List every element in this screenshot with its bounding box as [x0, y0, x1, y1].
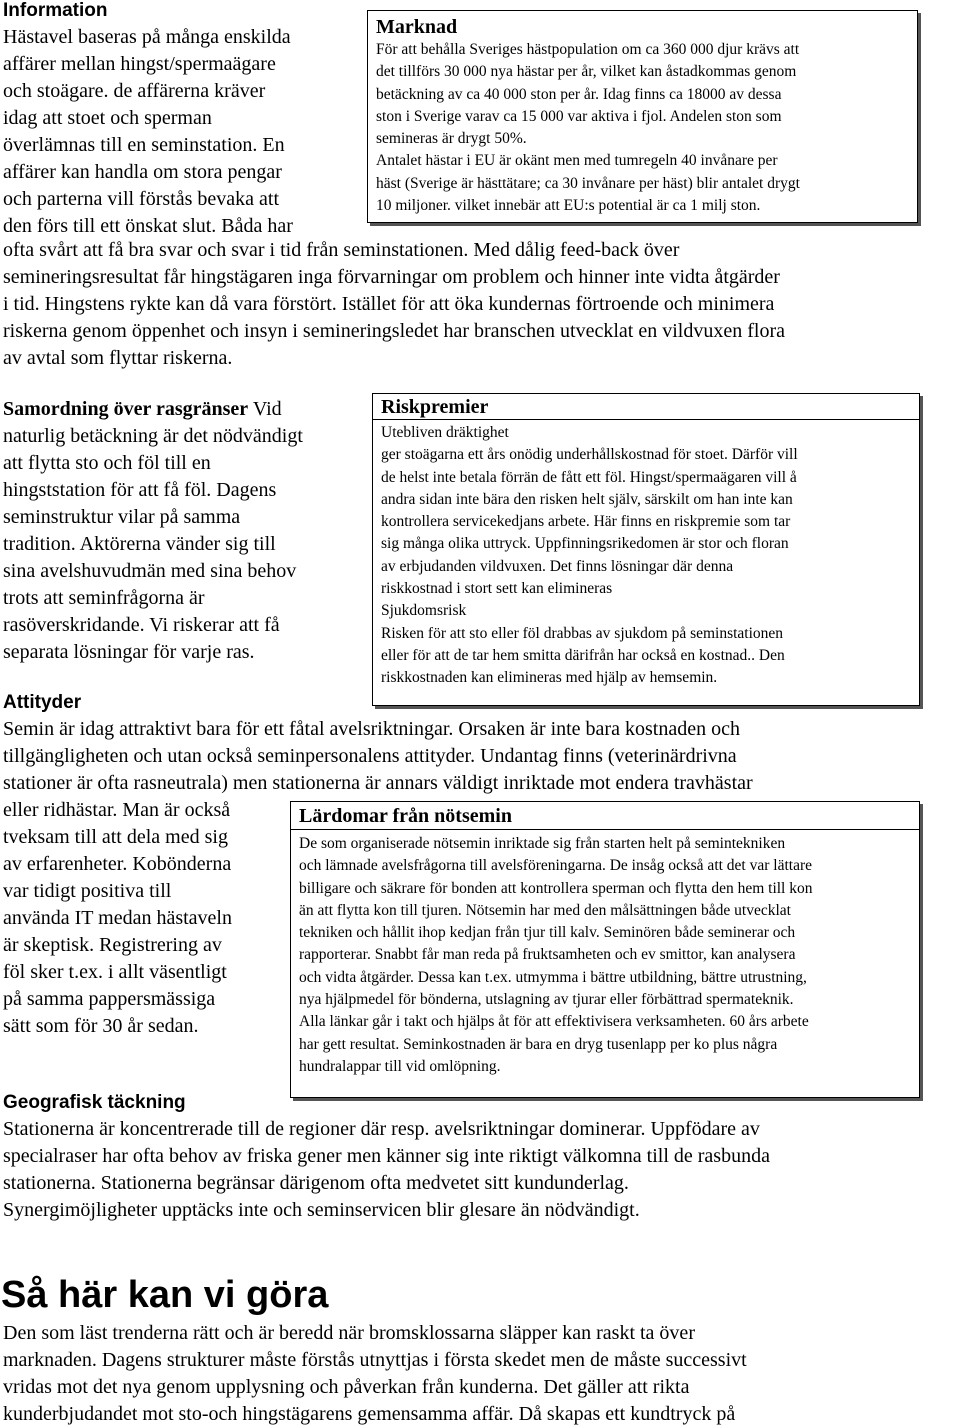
info-line: Hästavel baseras på många enskilda [3, 26, 291, 48]
samordning-line: hingststation för att få föl. Dagens [3, 479, 277, 501]
lardomar-line: billigare och säkrare för bonden att kontrollera sperman och flytta den hem till kon [299, 879, 813, 897]
marknad-line: häst (Sverige är hästtätare; ca 30 invånare per häst) blir antalet drygt [376, 174, 800, 192]
marknad-line: 10 miljoner. vilket innebär att EU:s potential är ca 1 milj ston. [376, 197, 761, 215]
lardomar-body [291, 830, 919, 1081]
samordning-first-rest: Vid [248, 398, 282, 420]
attityder-line: använda IT medan hästaveln [3, 907, 232, 929]
riskpremier-box [372, 393, 920, 706]
riskpremier-line: Risken för att sto eller föl drabbas av sjukdom på seminstationen [381, 624, 784, 642]
attityder-heading: Attityder [3, 692, 82, 713]
info-line: idag att stoet och sperman [3, 107, 212, 129]
samordning-line: rasöverskridande. Vi riskerar att få [3, 614, 280, 636]
marknad-title: Marknad [376, 16, 458, 38]
lardomar-line: tekniken och hållit ihop kedjan från tjur till kalv. Seminören både seminerar och [299, 924, 796, 942]
marknad-line: semineras är drygt 50%. [376, 130, 527, 148]
samordning-text [3, 396, 368, 666]
information-heading: Information [3, 0, 108, 21]
info-line: överlämnas till en seminstation. En [3, 134, 285, 156]
samordning-line: seminstruktur vilar på samma [3, 506, 241, 528]
marknad-line: betäckning av ca 40 000 ston per år. Idag finns ca 18000 av dessa [376, 85, 782, 103]
samordning-heading: Samordning över rasgränser [3, 398, 249, 420]
attityder-line: var tidigt positiva till [3, 880, 172, 902]
sa-har-line: Den som läst trenderna rätt och är beredd när bromsklossarna släpper kan raskt ta över [3, 1322, 695, 1344]
sa-har-line: vridas mot det nya genom upplysning och påverkan från kunderna. Det gäller att rikta [3, 1376, 690, 1398]
sa-har-heading: Så här kan vi göra [1, 1274, 329, 1316]
attityder-line: sätt som för 30 år sedan. [3, 1015, 199, 1037]
riskpremier-line: de helst inte betala förrän de fått ett föl. Hingst/spermaägaren vill å [381, 468, 797, 486]
attityder-column-text [3, 797, 288, 1040]
geografisk-line: Synergimöjligheter upptäcks inte och seminservicen blir glesare än nödvändigt. [3, 1199, 640, 1221]
riskpremier-line: sig många olika uttryck. Uppfinningsrikedomen är stor och floran [381, 535, 789, 553]
riskpremier-line: Utebliven dräktighet [381, 424, 509, 441]
marknad-body [376, 39, 909, 217]
riskpremier-line: kontrollera servicekedjans arbete. Här finns en riskpremie som tar [381, 513, 791, 531]
riskpremier-line: andra sidan inte bära den risken helt själv, särskilt om han inte kan [381, 490, 793, 508]
riskpremier-line: eller för att de tar hem smitta därifrån har också en kostnad.. Den [381, 646, 785, 664]
information-column-text [3, 24, 353, 240]
info-line: riskerna genom öppenhet och insyn i semineringsledet har branschen utvecklat en vildvuxen flora [3, 320, 785, 342]
lardomar-line: än att flytta kon till tjuren. Nötsemin har med den målsättningen både utvecklat [299, 901, 791, 919]
attityder-line: föl sker t.ex. i allt väsentligt [3, 961, 227, 983]
attityder-line: eller ridhästar. Man är också [3, 799, 231, 821]
lardomar-box [290, 801, 920, 1098]
lardomar-line: och vidta åtgärder. Dessa kan t.ex. utmymma i bättre utbildning, bättre utrustning, [299, 968, 807, 986]
info-line: affärer mellan hingst/spermaägare [3, 53, 276, 75]
lardomar-line: De som organiserade nötsemin inriktade sig från starten helt på semintekniken [299, 835, 786, 852]
riskpremier-line: riskkostnad i stort sett kan elimineras [381, 580, 613, 598]
attityder-line: Semin är idag attraktivt bara för ett fåtal avelsriktningar. Orsaken är inte bara kostnaden och [3, 718, 740, 740]
info-line: av avtal som flyttar riskerna. [3, 347, 233, 369]
info-line: och stoägare. de affärerna kräver [3, 80, 266, 102]
attityder-line: på samma pappersmässiga [3, 988, 216, 1010]
attityder-line: stationer är ofta rasneutrala) men stationerna är annars väldigt inriktade mot endera travhästar [3, 772, 753, 794]
info-line: ofta svårt att få bra svar och svar i tid från seminstationen. Med dålig feed-back över [3, 239, 680, 261]
riskpremier-line: Sjukdomsrisk [381, 602, 467, 620]
lardomar-title: Lärdomar från nötsemin [299, 805, 512, 827]
marknad-line: För att behålla Sveriges hästpopulation om ca 360 000 djur krävs att [376, 41, 800, 58]
info-line: och parterna vill förstås bevaka att [3, 188, 279, 210]
samordning-line: separata lösningar för varje ras. [3, 641, 255, 663]
marknad-box [367, 10, 918, 223]
riskpremier-line: riskkostnaden kan elimineras med hjälp av hemsemin. [381, 669, 718, 687]
attityder-line: av erfarenheter. Kobönderna [3, 853, 232, 875]
lardomar-line: rapporterar. Snabbt får man reda på fruktsamheten och ev smittor, kan analysera [299, 946, 796, 964]
lardomar-line: nya hjälpmedel för bönderna, utslagning av tjurar eller förbättrad spermateknik. [299, 991, 794, 1009]
lardomar-line: hundralappar till vid omlöpning. [299, 1057, 501, 1075]
attityder-line: tveksam till att dela med sig [3, 826, 228, 848]
info-line: i tid. Hingstens rykte kan då vara förstört. Istället för att öka kundernas förtroende och minimera [3, 293, 775, 315]
riskpremier-title-bar [373, 394, 919, 420]
samordning-first-line [3, 396, 368, 423]
geografisk-line: Stationerna är koncentrerade till de regioner där resp. avelsriktningar dominerar. Uppfödare av [3, 1118, 760, 1140]
marknad-line: Antalet hästar i EU är okänt men med tumregeln 40 invånare per [376, 152, 778, 170]
attityder-line: är skeptisk. Registrering av [3, 934, 222, 956]
marknad-line: ston i Sverige varav ca 15 000 var aktiva i fjol. Andelen ston som [376, 107, 782, 125]
riskpremier-title: Riskpremier [381, 396, 489, 418]
sa-har-line: kunderbjudandet mot sto-och hingstägarens gemensamma affär. Då skapas ett kundtryck på [3, 1403, 736, 1425]
info-line: den förs till ett önskat slut. Båda har [3, 215, 293, 237]
information-full-text [3, 237, 958, 372]
attityder-line: tillgängligheten och utan också seminpersonalens attityder. Undantag finns (veterinärdrivna [3, 745, 737, 767]
riskpremier-body [373, 420, 919, 692]
geografisk-text [3, 1116, 958, 1224]
geografisk-line: specialraser har ofta behov av friska gener men känner sig inte riktigt välkomna till de rasbunda [3, 1145, 770, 1167]
samordning-line: naturlig betäckning är det nödvändigt [3, 425, 303, 447]
lardomar-line: har gett resultat. Seminkostnaden är bara en dryg tusenlapp per ko plus några [299, 1035, 778, 1053]
sa-har-text [3, 1320, 958, 1428]
samordning-line: tradition. Aktörerna vänder sig till [3, 533, 276, 555]
attityder-full-text [3, 716, 958, 797]
lardomar-title-bar [291, 802, 919, 830]
sa-har-line: marknaden. Dagens strukturer måste förstås utnyttjas i första skedet men de måste successivt [3, 1349, 747, 1371]
info-line: affärer kan handla om stora pengar [3, 161, 282, 183]
samordning-line: trots att seminfrågorna är [3, 587, 205, 609]
riskpremier-line: ger stoägarna ett års onödig underhållskostnad för stoet. Därför vill [381, 446, 798, 464]
info-line: semineringsresultat får hingstägaren inga förvarningar om problem och hinner inte vidta åtgärder [3, 266, 780, 288]
samordning-line: sina avelshuvudmän med sina behov [3, 560, 297, 582]
lardomar-line: Alla länkar går i takt och hjälps åt för att effektivisera verksamheten. 60 års arbete [299, 1013, 809, 1031]
lardomar-line: och lämnade avelsfrågorna till avelsföreningarna. De insåg också att det var lättare [299, 857, 812, 875]
geografisk-line: stationerna. Stationerna begränsar därigenom ofta medvetet sitt kundunderlag. [3, 1172, 629, 1194]
marknad-line: det tillförs 30 000 nya hästar per år, vilket kan åstadkommas genom [376, 63, 797, 81]
riskpremier-line: av erbjudanden vildvuxen. Det finns lösningar där denna [381, 557, 734, 575]
geografisk-heading: Geografisk täckning [3, 1092, 186, 1113]
samordning-line: att flytta sto och föl till en [3, 452, 211, 474]
